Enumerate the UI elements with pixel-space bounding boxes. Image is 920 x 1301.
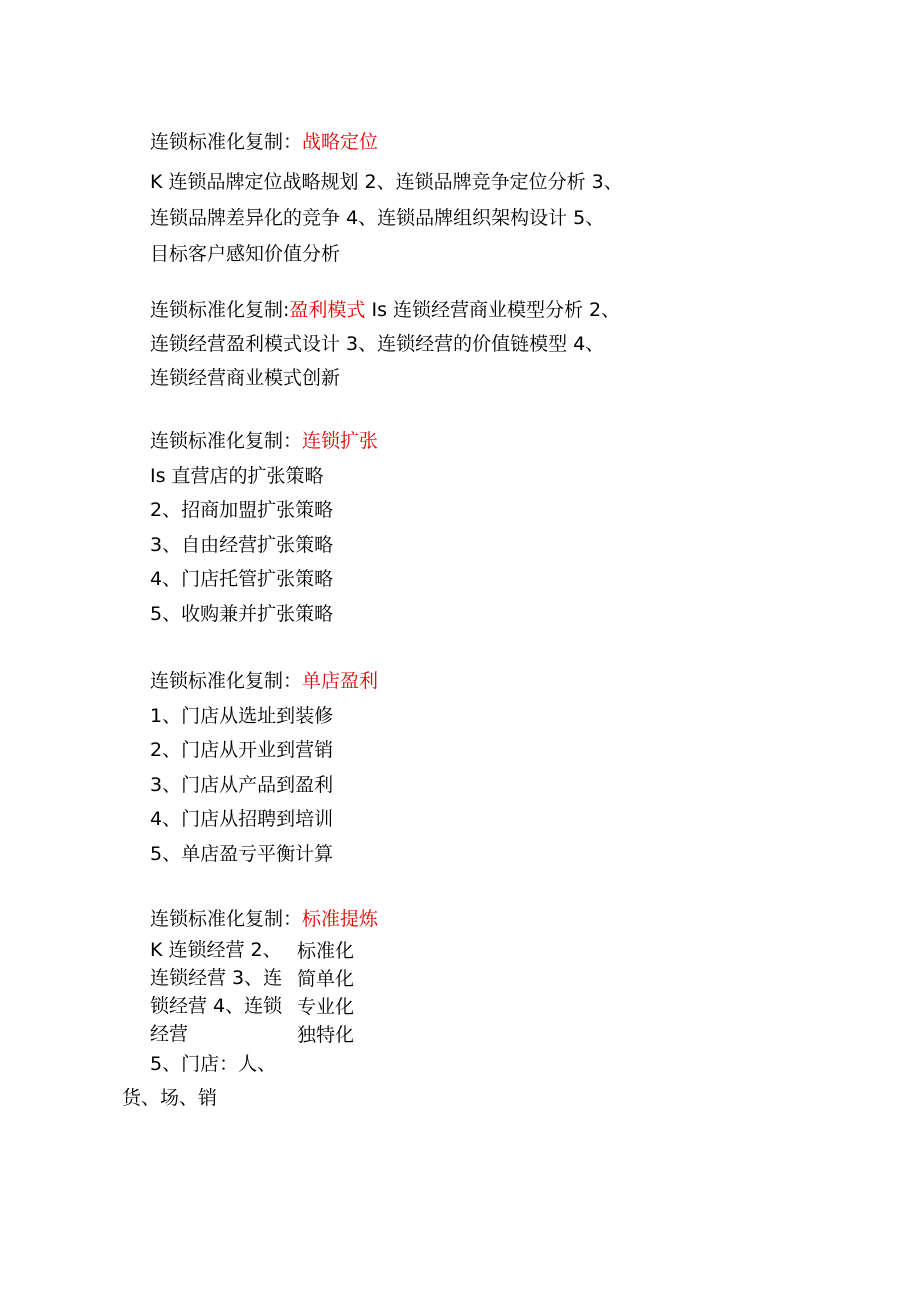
text-line: 标准化 <box>297 940 355 962</box>
text-line: 连锁品牌差异化的竞争 4、连锁品牌组织架构设计 5、 <box>150 207 605 229</box>
heading-prefix: 连锁标准化复制： <box>150 670 303 692</box>
section-heading <box>150 124 670 161</box>
heading-highlight: 战略定位 <box>302 131 379 153</box>
text-line: 独特化 <box>297 1024 355 1046</box>
left-column <box>150 936 282 1048</box>
section-single-store-profit <box>150 664 670 871</box>
text-line: K 连锁经营 2、 <box>150 939 282 961</box>
list-item: 3、自由经营扩张策略 <box>150 533 334 556</box>
list-item: 1、门店从选址到装修 <box>150 704 334 727</box>
tail-line <box>150 1050 276 1078</box>
list-item: 2、招商加盟扩张策略 <box>150 499 334 521</box>
heading-highlight: 单店盈利 <box>302 670 379 692</box>
section-heading <box>150 664 670 699</box>
text-line: 货、场、销 <box>122 1087 218 1109</box>
text-line: 锁经营 4、连锁 <box>150 995 283 1017</box>
section-profit-model <box>150 293 670 395</box>
section-heading <box>150 293 670 327</box>
heading-prefix: 连锁标准化复制： <box>150 131 303 153</box>
heading-highlight: 连锁扩张 <box>302 430 379 452</box>
heading-prefix: 连锁标准化复制： <box>150 908 303 930</box>
heading-highlight: 盈利模式 <box>289 299 366 321</box>
list-item: 5、单店盈亏平衡计算 <box>150 842 334 865</box>
section-strategy <box>150 124 670 272</box>
text-line: 经营 <box>150 1023 189 1045</box>
list-item: 3、门店从产品到盈利 <box>150 773 334 796</box>
tail-line <box>122 1084 217 1112</box>
text-line: 5、门店：人、 <box>150 1053 277 1075</box>
heading-prefix: 连锁标准化复制： <box>150 430 303 452</box>
heading-prefix: 连锁标准化复制: <box>150 299 290 321</box>
list-item: Is 直营店的扩张策略 <box>150 464 324 487</box>
heading-highlight: 标准提炼 <box>302 908 379 930</box>
list-item: 5、收购兼并扩张策略 <box>150 602 334 625</box>
text-line: 简单化 <box>297 968 355 990</box>
text-line: 专业化 <box>297 996 355 1018</box>
text-line: 连锁经营盈利模式设计 3、连锁经营的价值链模型 4、 <box>150 333 605 355</box>
text-line: 连锁经营 3、连 <box>150 967 283 989</box>
list-item: 4、门店托管扩张策略 <box>150 568 334 590</box>
section-standard-extraction <box>150 904 670 934</box>
text-line: 目标客户感知价值分析 <box>150 243 341 265</box>
section-expansion <box>150 424 670 631</box>
list-item: 4、门店从招聘到培训 <box>150 808 334 830</box>
right-column <box>297 937 354 1049</box>
section-heading <box>150 424 670 459</box>
heading-suffix: Is 连锁经营商业模型分析 2、 <box>365 299 621 321</box>
section-heading <box>150 904 670 934</box>
list-item: 2、门店从开业到营销 <box>150 739 334 761</box>
text-line: 连锁经营商业模式创新 <box>150 367 341 389</box>
text-line: K 连锁品牌定位战略规划 2、连锁品牌竞争定位分析 3、 <box>150 171 623 193</box>
